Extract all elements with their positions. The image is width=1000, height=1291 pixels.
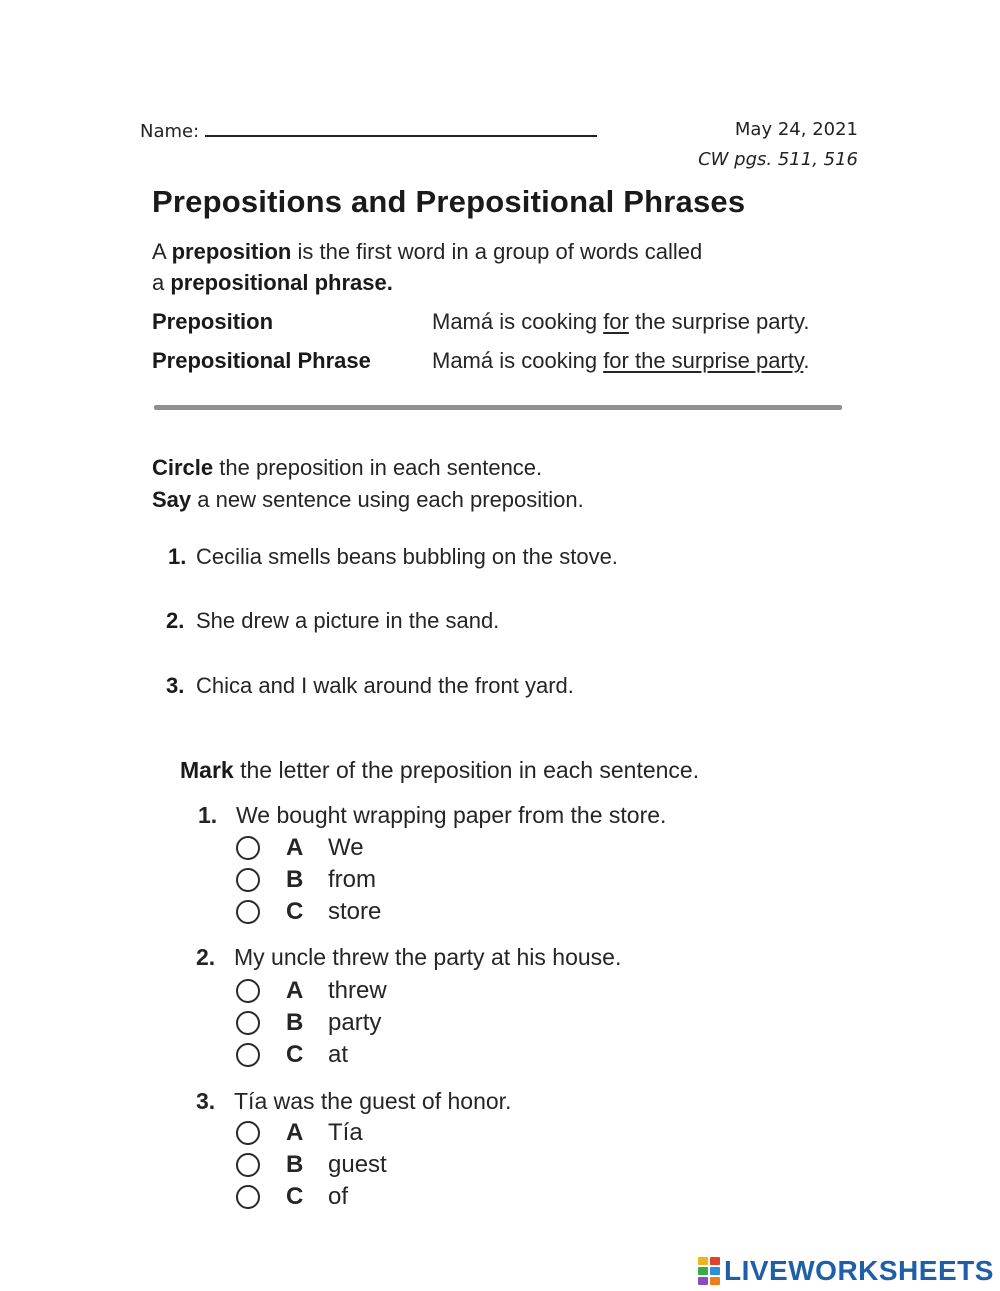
radio-circle-icon[interactable]	[236, 979, 260, 1003]
q3-option-c[interactable]: C of	[236, 1182, 348, 1212]
q2-option-b[interactable]: B party	[236, 1008, 381, 1038]
q2-option-a[interactable]: A threw	[236, 976, 387, 1006]
question-2: 2. My uncle threw the party at his house.	[196, 944, 622, 970]
intro-line-2: a prepositional phrase.	[152, 270, 393, 295]
circle-instruction: Circle the preposition in each sentence.	[152, 455, 543, 480]
q3-option-a[interactable]: A Tía	[236, 1118, 363, 1148]
name-label: Name:	[140, 121, 200, 142]
example-label-preposition: Preposition	[152, 309, 274, 334]
radio-circle-icon[interactable]	[236, 1153, 260, 1177]
circle-sentence-1[interactable]: 1. Cecilia smells beans bubbling on the stove.	[168, 544, 618, 569]
q1-option-b[interactable]: B from	[236, 865, 376, 895]
radio-circle-icon[interactable]	[236, 1185, 260, 1209]
watermark-text: LIVEWORKSHEETS	[724, 1255, 994, 1286]
page-title: Prepositions and Prepositional Phrases	[152, 184, 746, 219]
date: May 24, 2021	[734, 119, 858, 140]
example-sentence-preposition: Mamá is cooking for the surprise party.	[432, 309, 810, 334]
q2-option-c[interactable]: C at	[236, 1040, 348, 1070]
radio-circle-icon[interactable]	[236, 836, 260, 860]
radio-circle-icon[interactable]	[236, 1121, 260, 1145]
circle-sentence-2[interactable]: 2. She drew a picture in the sand.	[166, 608, 500, 633]
name-input-line[interactable]	[205, 119, 597, 137]
circle-sentence-3[interactable]: 3. Chica and I walk around the front yard.	[166, 673, 574, 698]
liveworksheets-logo	[698, 1255, 994, 1287]
q3-option-b[interactable]: B guest	[236, 1150, 387, 1180]
example-sentence-phrase: Mamá is cooking for the surprise party.	[432, 348, 810, 373]
mark-instruction: Mark the letter of the preposition in each sentence.	[180, 757, 700, 783]
example-label-phrase: Prepositional Phrase	[152, 348, 371, 373]
radio-circle-icon[interactable]	[236, 1043, 260, 1067]
radio-circle-icon[interactable]	[236, 900, 260, 924]
intro-line-1: A preposition is the first word in a group of words called	[152, 239, 703, 264]
name-field	[140, 119, 597, 142]
page-reference: CW pgs. 511, 516	[698, 149, 858, 170]
liveworksheets-icon	[698, 1257, 720, 1285]
q1-option-c[interactable]: C store	[236, 897, 381, 927]
radio-circle-icon[interactable]	[236, 868, 260, 892]
question-1: 1. We bought wrapping paper from the store.	[198, 802, 667, 828]
say-instruction: Say a new sentence using each preposition.	[152, 487, 584, 512]
radio-circle-icon[interactable]	[236, 1011, 260, 1035]
divider	[154, 405, 842, 410]
question-3: 3. Tía was the guest of honor.	[196, 1088, 512, 1114]
q1-option-a[interactable]: A We	[236, 833, 364, 863]
